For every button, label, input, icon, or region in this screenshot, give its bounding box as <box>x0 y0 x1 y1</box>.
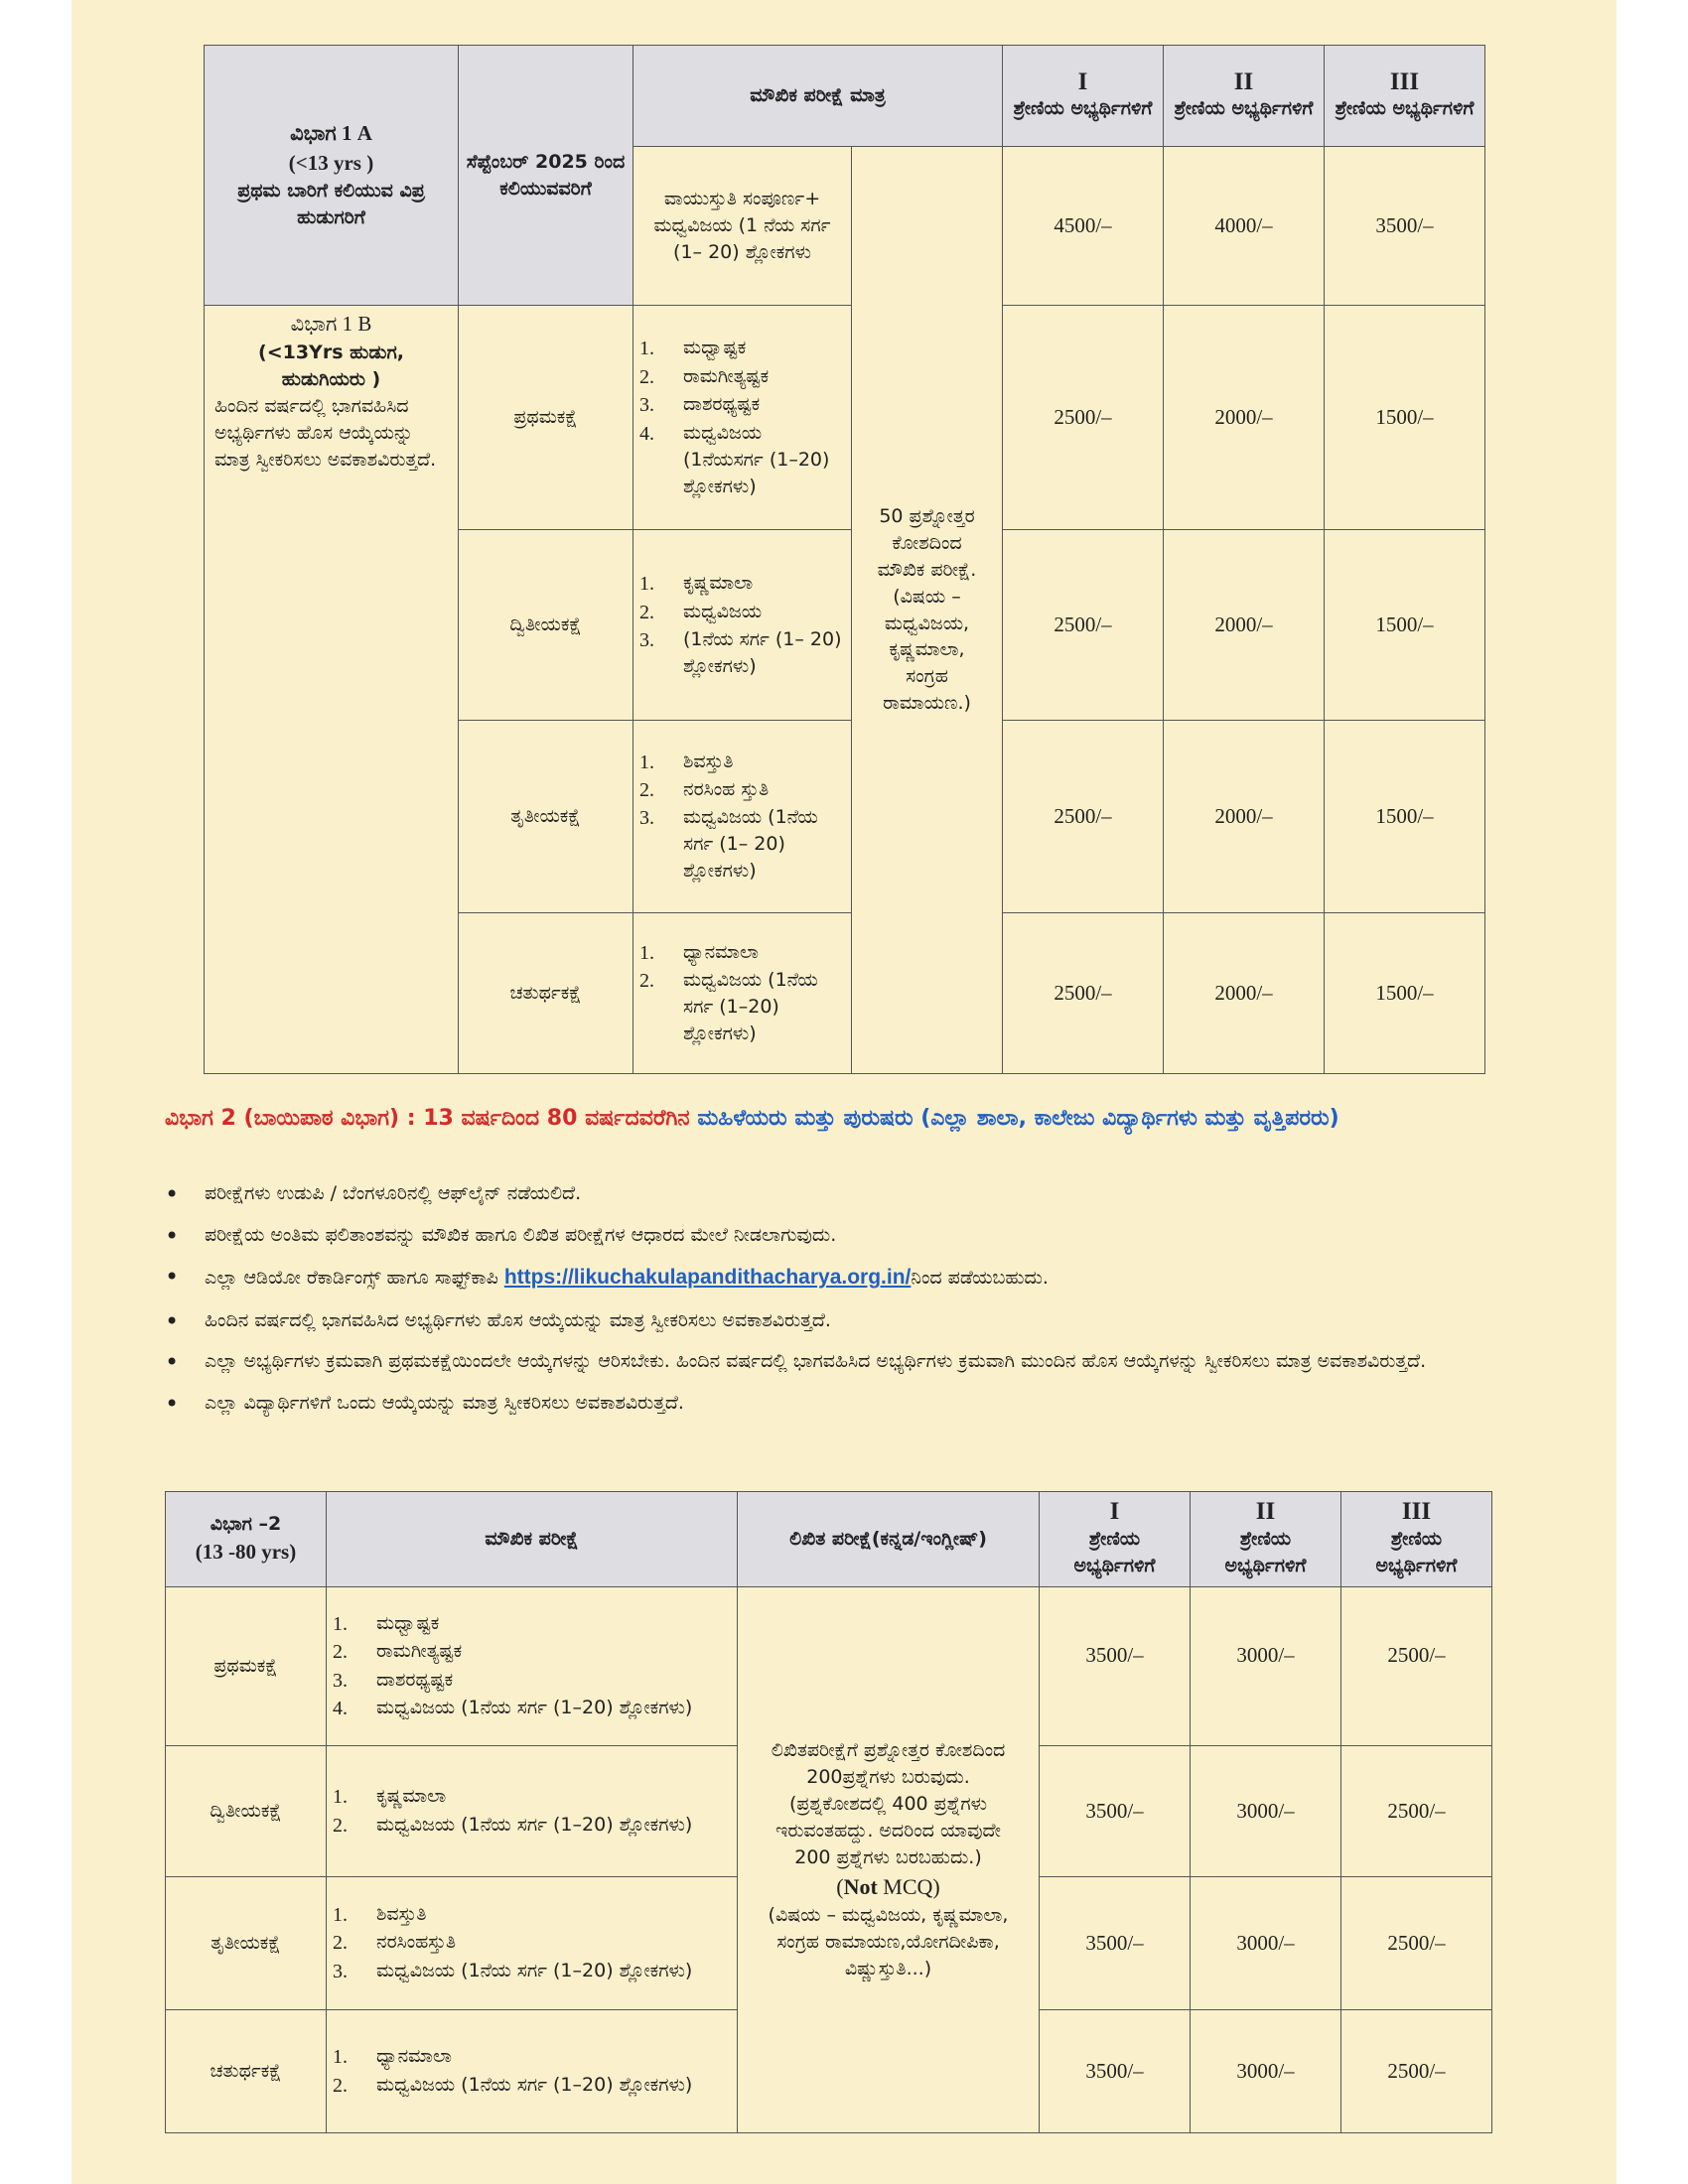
row-1a-syllabus: ವಾಯುಸ್ತುತಿ ಸಂಪೂರ್ಣ+ ಮಧ್ವವಿಜಯ (1 ನೆಯ ಸರ್ಗ (1– 20) ಶ್ಲೋಕಗಳು <box>633 147 852 306</box>
list-item <box>165 1264 1515 1291</box>
category-1b-note: ಹಿಂದಿನ ವರ್ಷದಲ್ಲಿ ಭಾಗವಹಿಸಿದ ಅಭ್ಯರ್ಥಿಗಳು ಹೊಸ ಆಯ್ಕೆಯನ್ನು ಮಾತ್ರ ಸ್ವೀಕರಿಸಲು ಅವಕಾಶವಿರುತ್ತದೆ. <box>214 394 437 471</box>
oral-header: ಮೌಖಿಕ ಪರೀಕ್ಷೆ <box>327 1492 738 1587</box>
rank-2-header <box>1191 1492 1341 1587</box>
item-text: ಮಧ್ವವಿಜಯ (1ನೆಯ ಸರ್ಗ (1–20) ಶ್ಲೋಕಗಳು) <box>683 969 818 1045</box>
item-text: ಧ್ಯಾನಮಾಲಾ <box>683 940 759 963</box>
item-number: 1. <box>639 338 654 360</box>
item-text: ಮಧ್ವವಿಜಯ (1ನೆಯಸರ್ಗ (1–20) ಶ್ಲೋಕಗಳು) <box>683 421 830 497</box>
item-number: 2. <box>333 2074 348 2097</box>
written-note-main: ಲಿಖಿತಪರೀಕ್ಷೆಗೆ ಪ್ರಶ್ನೋತ್ತರ ಕೋಶದಿಂದ 200ಪ್ರಶ್ನೆಗಳು ಬರುವುದು. (ಪ್ರಶ್ನಕೋಶದಲ್ಲಿ 400 ಪ್ರಶ್ನೆಗಳು ಇರುವಂತಹದ್ದು. ಅದರಿಂದ ಯಾವುದೇ 200 ಪ್ರಶ್ನೆಗಳು ಬರಬಹುದು.) <box>771 1739 1006 1868</box>
item-number: 1. <box>639 751 654 773</box>
row-1a-price-2: 4000/– <box>1164 147 1325 306</box>
rank-3-label: ಶ್ರೇಣಿಯ ಅಭ್ಯರ್ಥಿಗಳಿಗೆ <box>1375 1527 1458 1576</box>
item-number: 4. <box>333 1697 348 1719</box>
list-item: • ಎಲ್ಲಾ ವಿದ್ಯಾರ್ಥಿಗಳಿಗೆ ಒಂದು ಆಯ್ಕೆಯನ್ನು ಮಾತ್ರ ಸ್ವೀಕರಿಸಲು ಅವಕಾಶವಿರುತ್ತದೆ. <box>165 1391 1515 1416</box>
item-text: ನರಸಿಂಹಸ್ತುತಿ <box>376 1931 457 1954</box>
item-number: 3. <box>639 394 654 417</box>
class-1-price-3: 1500/– <box>1325 306 1485 530</box>
rank-2-numeral: II <box>1255 1498 1276 1526</box>
class-3-name: ತೃತೀಯಕಕ್ಷೆ <box>459 721 633 913</box>
class-2-price-1: 2500/– <box>1003 530 1164 721</box>
item-number: 2. <box>333 1641 348 1664</box>
audio-text-suffix: ನಿಂದ ಪಡೆಯಬಹುದು. <box>911 1267 1049 1290</box>
class-1-price-1: 3500/– <box>1040 1587 1191 1746</box>
item-number: 1. <box>333 1612 348 1635</box>
item-text: ಕೃಷ್ಣಮಾಲಾ <box>683 572 754 595</box>
rank-1-header <box>1003 46 1164 147</box>
class-2-name: ದ್ವಿತೀಯಕಕ್ಷೆ <box>459 530 633 721</box>
rank-1-numeral: I <box>1109 1498 1120 1526</box>
item-text: ಶಿವಸ್ತುತಿ <box>683 750 734 772</box>
list-item <box>639 335 845 362</box>
item-number: 2. <box>333 1932 348 1955</box>
class-1-syllabus <box>633 306 852 530</box>
list-item <box>639 626 845 680</box>
item-number: 2. <box>639 970 654 993</box>
row-1a-price-3: 3500/– <box>1325 147 1485 306</box>
section-2-title-blue: ಮಹಿಳೆಯರು ಮತ್ತು ಪುರುಷರು (ಎಲ್ಲಾ ಶಾಲಾ, ಕಾಲೇಜು ವಿದ್ಯಾರ್ಥಿಗಳು ಮತ್ತು ವೃತ್ತಿಪರರು) <box>697 1106 1339 1131</box>
list-item <box>333 1783 731 1811</box>
list-item <box>639 391 845 419</box>
item-number: 3. <box>639 628 654 651</box>
class-4-price-1: 3500/– <box>1040 2010 1191 2133</box>
item-number: 2. <box>639 779 654 802</box>
item-text: ರಾಮಗೀತ್ಯಷ್ಟಕ <box>376 1640 463 1663</box>
class-2-price-3: 2500/– <box>1341 1746 1492 1877</box>
class-2-syllabus <box>633 530 852 721</box>
section-2-title-red: ವಿಭಾಗ 2 (ಬಾಯಿಪಾಠ ವಿಭಾಗ) : 13 ವರ್ಷದಿಂದ 80 ವರ್ಷದವರೆಗಿನ <box>165 1106 698 1131</box>
item-text: ಮಧ್ವವಿಜಯ (1ನೆಯ ಸರ್ಗ (1–20) ಶ್ಲೋಕಗಳು) <box>376 1696 693 1718</box>
item-number: 3. <box>333 1960 348 1982</box>
item-text: ದಾಶರಥ್ಯಷ್ಟಕ <box>683 393 761 416</box>
category-1a-description: ಪ್ರಥಮ ಬಾರಿಗೆ ಕಲಿಯುವ ವಿಪ್ರ ಹುಡುಗರಿಗೆ <box>237 180 425 229</box>
category-2-table <box>165 1491 1492 2133</box>
class-4-name: ಚತುರ್ಥಕಕ್ಷೆ <box>166 2010 327 2133</box>
category-1-table <box>204 45 1485 1074</box>
category-1b-label: ವಿಭಾಗ 1 B <box>290 312 372 336</box>
list-item <box>639 749 845 776</box>
list-item <box>639 599 845 626</box>
list-item: • ಹಿಂದಿನ ವರ್ಷದಲ್ಲಿ ಭಾಗವಹಿಸಿದ ಅಭ್ಯರ್ಥಿಗಳು ಹೊಸ ಆಯ್ಕೆಯನ್ನು ಮಾತ್ರ ಸ್ವೀಕರಿಸಲು ಅವಕಾಶವಿರುತ್ತದೆ. <box>165 1308 1515 1333</box>
rank-3-numeral: III <box>1389 68 1420 95</box>
class-4-price-3: 1500/– <box>1325 913 1485 1074</box>
item-number: 1. <box>333 2046 348 2069</box>
item-number: 1. <box>333 1786 348 1809</box>
rank-3-header <box>1325 46 1485 147</box>
item-text: ಮಧ್ವವಿಜಯ (1ನೆಯ ಸರ್ಗ (1–20) ಶ್ಲೋಕಗಳು) <box>376 2073 693 2096</box>
class-1-price-1: 2500/– <box>1003 306 1164 530</box>
category-1b-cell <box>205 306 459 1074</box>
class-2-price-2: 3000/– <box>1191 1746 1341 1877</box>
class-2-price-1: 3500/– <box>1040 1746 1191 1877</box>
item-text: ನರಸಿಂಹ ಸ್ತುತಿ <box>683 778 770 801</box>
item-text: ಮಧ್ವಾಷ್ಟಕ <box>683 337 747 359</box>
class-4-syllabus <box>633 913 852 1074</box>
class-3-name: ತೃತೀಯಕಕ್ಷೆ <box>166 1877 327 2010</box>
class-4-syllabus <box>327 2010 738 2133</box>
class-4-price-3: 2500/– <box>1341 2010 1492 2133</box>
website-link[interactable]: https://likuchakulapandithacharya.org.in/ <box>503 1266 912 1290</box>
item-number: 2. <box>639 365 654 388</box>
class-1-price-2: 3000/– <box>1191 1587 1341 1746</box>
section-2-heading <box>165 1102 1515 1135</box>
class-1-price-3: 2500/– <box>1341 1587 1492 1746</box>
list-item: • ಪರೀಕ್ಷೆಗಳು ಉಡುಪಿ / ಬೆಂಗಳೂರಿನಲ್ಲಿ ಆಫ್‌ಲೈನ್ ನಡೆಯಲಿದೆ. <box>165 1181 1515 1206</box>
rank-1-numeral: I <box>1077 68 1088 95</box>
item-number: 2. <box>333 1814 348 1837</box>
class-3-price-3: 2500/– <box>1341 1877 1492 2010</box>
class-4-name: ಚತುರ್ಥಕಕ್ಷೆ <box>459 913 633 1074</box>
rules-list <box>165 1181 1515 1433</box>
class-1-name: ಪ್ರಥಮಕಕ್ಷೆ <box>459 306 633 530</box>
paren-open: ( <box>836 1873 844 1899</box>
class-4-price-2: 2000/– <box>1164 913 1325 1074</box>
category-1a-label: ವಿಭಾಗ 1 A <box>290 120 372 145</box>
item-text: ರಾಮಗೀತ್ಯಷ್ಟಕ <box>683 364 770 387</box>
category-2-age: (13 -80 yrs) <box>195 1540 297 1565</box>
item-text: ಕೃಷ್ಣಮಾಲಾ <box>376 1785 447 1808</box>
list-item <box>639 967 845 1047</box>
list-item <box>639 776 845 804</box>
oral-exam-note: 50 ಪ್ರಶ್ನೋತ್ತರ ಕೋಶದಿಂದ ಮೌಖಿಕ ಪರೀಕ್ಷೆ. (ವಿಷಯ – ಮಧ್ವವಿಜಯ, ಕೃಷ್ಣಮಾಲಾ, ಸಂಗ್ರಹ ರಾಮಾಯಣ.) <box>852 147 1003 1074</box>
class-3-syllabus <box>327 1877 738 2010</box>
category-1b-age: (<13Yrs ಹುಡುಗ, ಹುಡುಗಿಯರು ) <box>258 341 404 390</box>
class-4-price-2: 3000/– <box>1191 2010 1341 2133</box>
class-4-price-1: 2500/– <box>1003 913 1164 1074</box>
class-3-price-3: 1500/– <box>1325 721 1485 913</box>
class-3-syllabus <box>633 721 852 913</box>
category-2-label: ವಿಭಾಗ –2 <box>210 1513 282 1536</box>
item-number: 1. <box>333 1903 348 1926</box>
category-1a-header <box>205 46 459 306</box>
list-item <box>639 363 845 391</box>
list-item: • ಎಲ್ಲಾ ಅಭ್ಯರ್ಥಿಗಳು ಕ್ರಮವಾಗಿ ಪ್ರಥಮಕಕ್ಷೆಯಿಂದಲೇ ಆಯ್ಕೆಗಳನ್ನು ಆರಿಸಬೇಕು. ಹಿಂದಿನ ವರ್ಷದಲ್ಲಿ ಭಾಗವಹಿಸಿದ ಅಭ್ಯರ್ಥಿಗಳು ಕ್ರಮವಾಗಿ ಮುಂದಿನ ಹೊಸ ಆಯ್ಕೆಗಳನ್ನು ಸ್ವೀಕರಿಸಲು ಮಾತ್ರ ಅವಕಾಶವಿರುತ್ತದೆ. <box>165 1349 1515 1374</box>
rank-3-numeral: III <box>1401 1498 1432 1526</box>
rank-3-label: ಶ್ರೇಣಿಯ ಅಭ್ಯರ್ಥಿಗಳಿಗೆ <box>1335 97 1475 120</box>
item-number: 3. <box>639 807 654 830</box>
class-3-price-2: 2000/– <box>1164 721 1325 913</box>
item-text: ಮಧ್ವವಿಜಯ (1ನೆಯ ಸರ್ಗ (1–20) ಶ್ಲೋಕಗಳು) <box>376 1813 693 1836</box>
list-item <box>333 1901 731 1929</box>
list-item <box>639 804 845 885</box>
item-text: ಶಿವಸ್ತುತಿ <box>376 1902 427 1925</box>
rank-1-label: ಶ್ರೇಣಿಯ ಅಭ್ಯರ್ಥಿಗಳಿಗೆ <box>1013 97 1153 120</box>
item-text: (1ನೆಯ ಸರ್ಗ (1– 20) ಶ್ಲೋಕಗಳು) <box>683 627 842 677</box>
item-number: 1. <box>639 941 654 964</box>
list-item <box>333 1958 731 1985</box>
class-2-name: ದ್ವಿತೀಯಕಕ್ಷೆ <box>166 1746 327 1877</box>
item-number: 2. <box>639 601 654 623</box>
rank-2-label: ಶ್ರೇಣಿಯ ಅಭ್ಯರ್ಥಿಗಳಿಗೆ <box>1224 1527 1307 1576</box>
written-exam-note <box>738 1587 1040 2133</box>
item-text: ಮಧ್ವವಿಜಯ (1ನೆಯ ಸರ್ಗ (1– 20) ಶ್ಲೋಕಗಳು) <box>683 806 818 883</box>
row-1a-price-1: 4500/– <box>1003 147 1164 306</box>
written-header: ಲಿಖಿತ ಪರೀಕ್ಷೆ(ಕನ್ನಡ/ಇಂಗ್ಲೀಷ್) <box>738 1492 1040 1587</box>
rank-3-header <box>1341 1492 1492 1587</box>
item-number: 1. <box>639 573 654 596</box>
list-item <box>639 939 845 967</box>
category-2-header <box>166 1492 327 1587</box>
class-1-price-2: 2000/– <box>1164 306 1325 530</box>
class-3-price-2: 3000/– <box>1191 1877 1341 2010</box>
rank-1-label: ಶ್ರೇಣಿಯ ಅಭ್ಯರ್ಥಿಗಳಿಗೆ <box>1073 1527 1156 1576</box>
not-text: Not <box>843 1873 878 1899</box>
item-number: 3. <box>333 1669 348 1692</box>
category-1a-age: (<13 yrs ) <box>288 150 374 175</box>
list-item <box>333 1695 731 1722</box>
class-2-price-2: 2000/– <box>1164 530 1325 721</box>
class-3-price-1: 3500/– <box>1040 1877 1191 2010</box>
period-header: ಸೆಪ್ಟೆಂಬರ್ 2025 ರಿಂದ ಕಲಿಯುವವರಿಗೆ <box>459 46 633 306</box>
list-item <box>639 420 845 500</box>
rank-2-numeral: II <box>1233 68 1254 95</box>
item-text: ಧ್ಯಾನಮಾಲಾ <box>376 2045 452 2068</box>
item-text: ಮಧ್ವಾಷ್ಟಕ <box>376 1611 440 1634</box>
list-item <box>333 1667 731 1695</box>
list-item <box>333 1929 731 1957</box>
list-item <box>333 2072 731 2100</box>
rank-1-header <box>1040 1492 1191 1587</box>
item-text: ಮಧ್ವವಿಜಯ (1ನೆಯ ಸರ್ಗ (1–20) ಶ್ಲೋಕಗಳು) <box>376 1959 693 1981</box>
list-item <box>639 570 845 598</box>
audio-text: ಎಲ್ಲಾ ಆಡಿಯೋ ರೆಕಾರ್ಡಿಂಗ್ಸ್ ಹಾಗೂ ಸಾಫ್ಟ್‌ಕಾಪಿ <box>205 1267 504 1290</box>
item-text: ದಾಶರಥ್ಯಷ್ಟಕ <box>376 1668 454 1691</box>
item-number: 4. <box>639 422 654 445</box>
list-item <box>333 1812 731 1840</box>
mcq-text: MCQ) <box>877 1873 940 1899</box>
not-mcq-note <box>758 1871 1019 1902</box>
list-item <box>333 1638 731 1666</box>
class-2-price-3: 1500/– <box>1325 530 1485 721</box>
oral-only-header: ಮೌಖಿಕ ಪರೀಕ್ಷೆ ಮಾತ್ರ <box>633 46 1003 147</box>
class-2-syllabus <box>327 1746 738 1877</box>
list-item: • ಪರೀಕ್ಷೆಯ ಅಂತಿಮ ಫಲಿತಾಂಶವನ್ನು ಮೌಖಿಕ ಹಾಗೂ ಲಿಖಿತ ಪರೀಕ್ಷೆಗಳ ಆಧಾರದ ಮೇಲೆ ನೀಡಲಾಗುವುದು. <box>165 1223 1515 1248</box>
class-1-syllabus <box>327 1587 738 1746</box>
list-item <box>333 1610 731 1638</box>
rank-2-label: ಶ್ರೇಣಿಯ ಅಭ್ಯರ್ಥಿಗಳಿಗೆ <box>1174 97 1314 120</box>
list-item <box>333 2043 731 2071</box>
class-3-price-1: 2500/– <box>1003 721 1164 913</box>
rank-2-header <box>1164 46 1325 147</box>
class-1-name: ಪ್ರಥಮಕಕ್ಷೆ <box>166 1587 327 1746</box>
written-note-subjects: (ವಿಷಯ – ಮಧ್ವವಿಜಯ, ಕೃಷ್ಣಮಾಲಾ, ಸಂಗ್ರಹ ರಾಮಾಯಣ,ಯೋಗದೀಪಿಕಾ, ವಿಷ್ಣುಸ್ತುತಿ...) <box>768 1904 1009 1980</box>
item-text: ಮಧ್ವವಿಜಯ <box>683 600 763 622</box>
